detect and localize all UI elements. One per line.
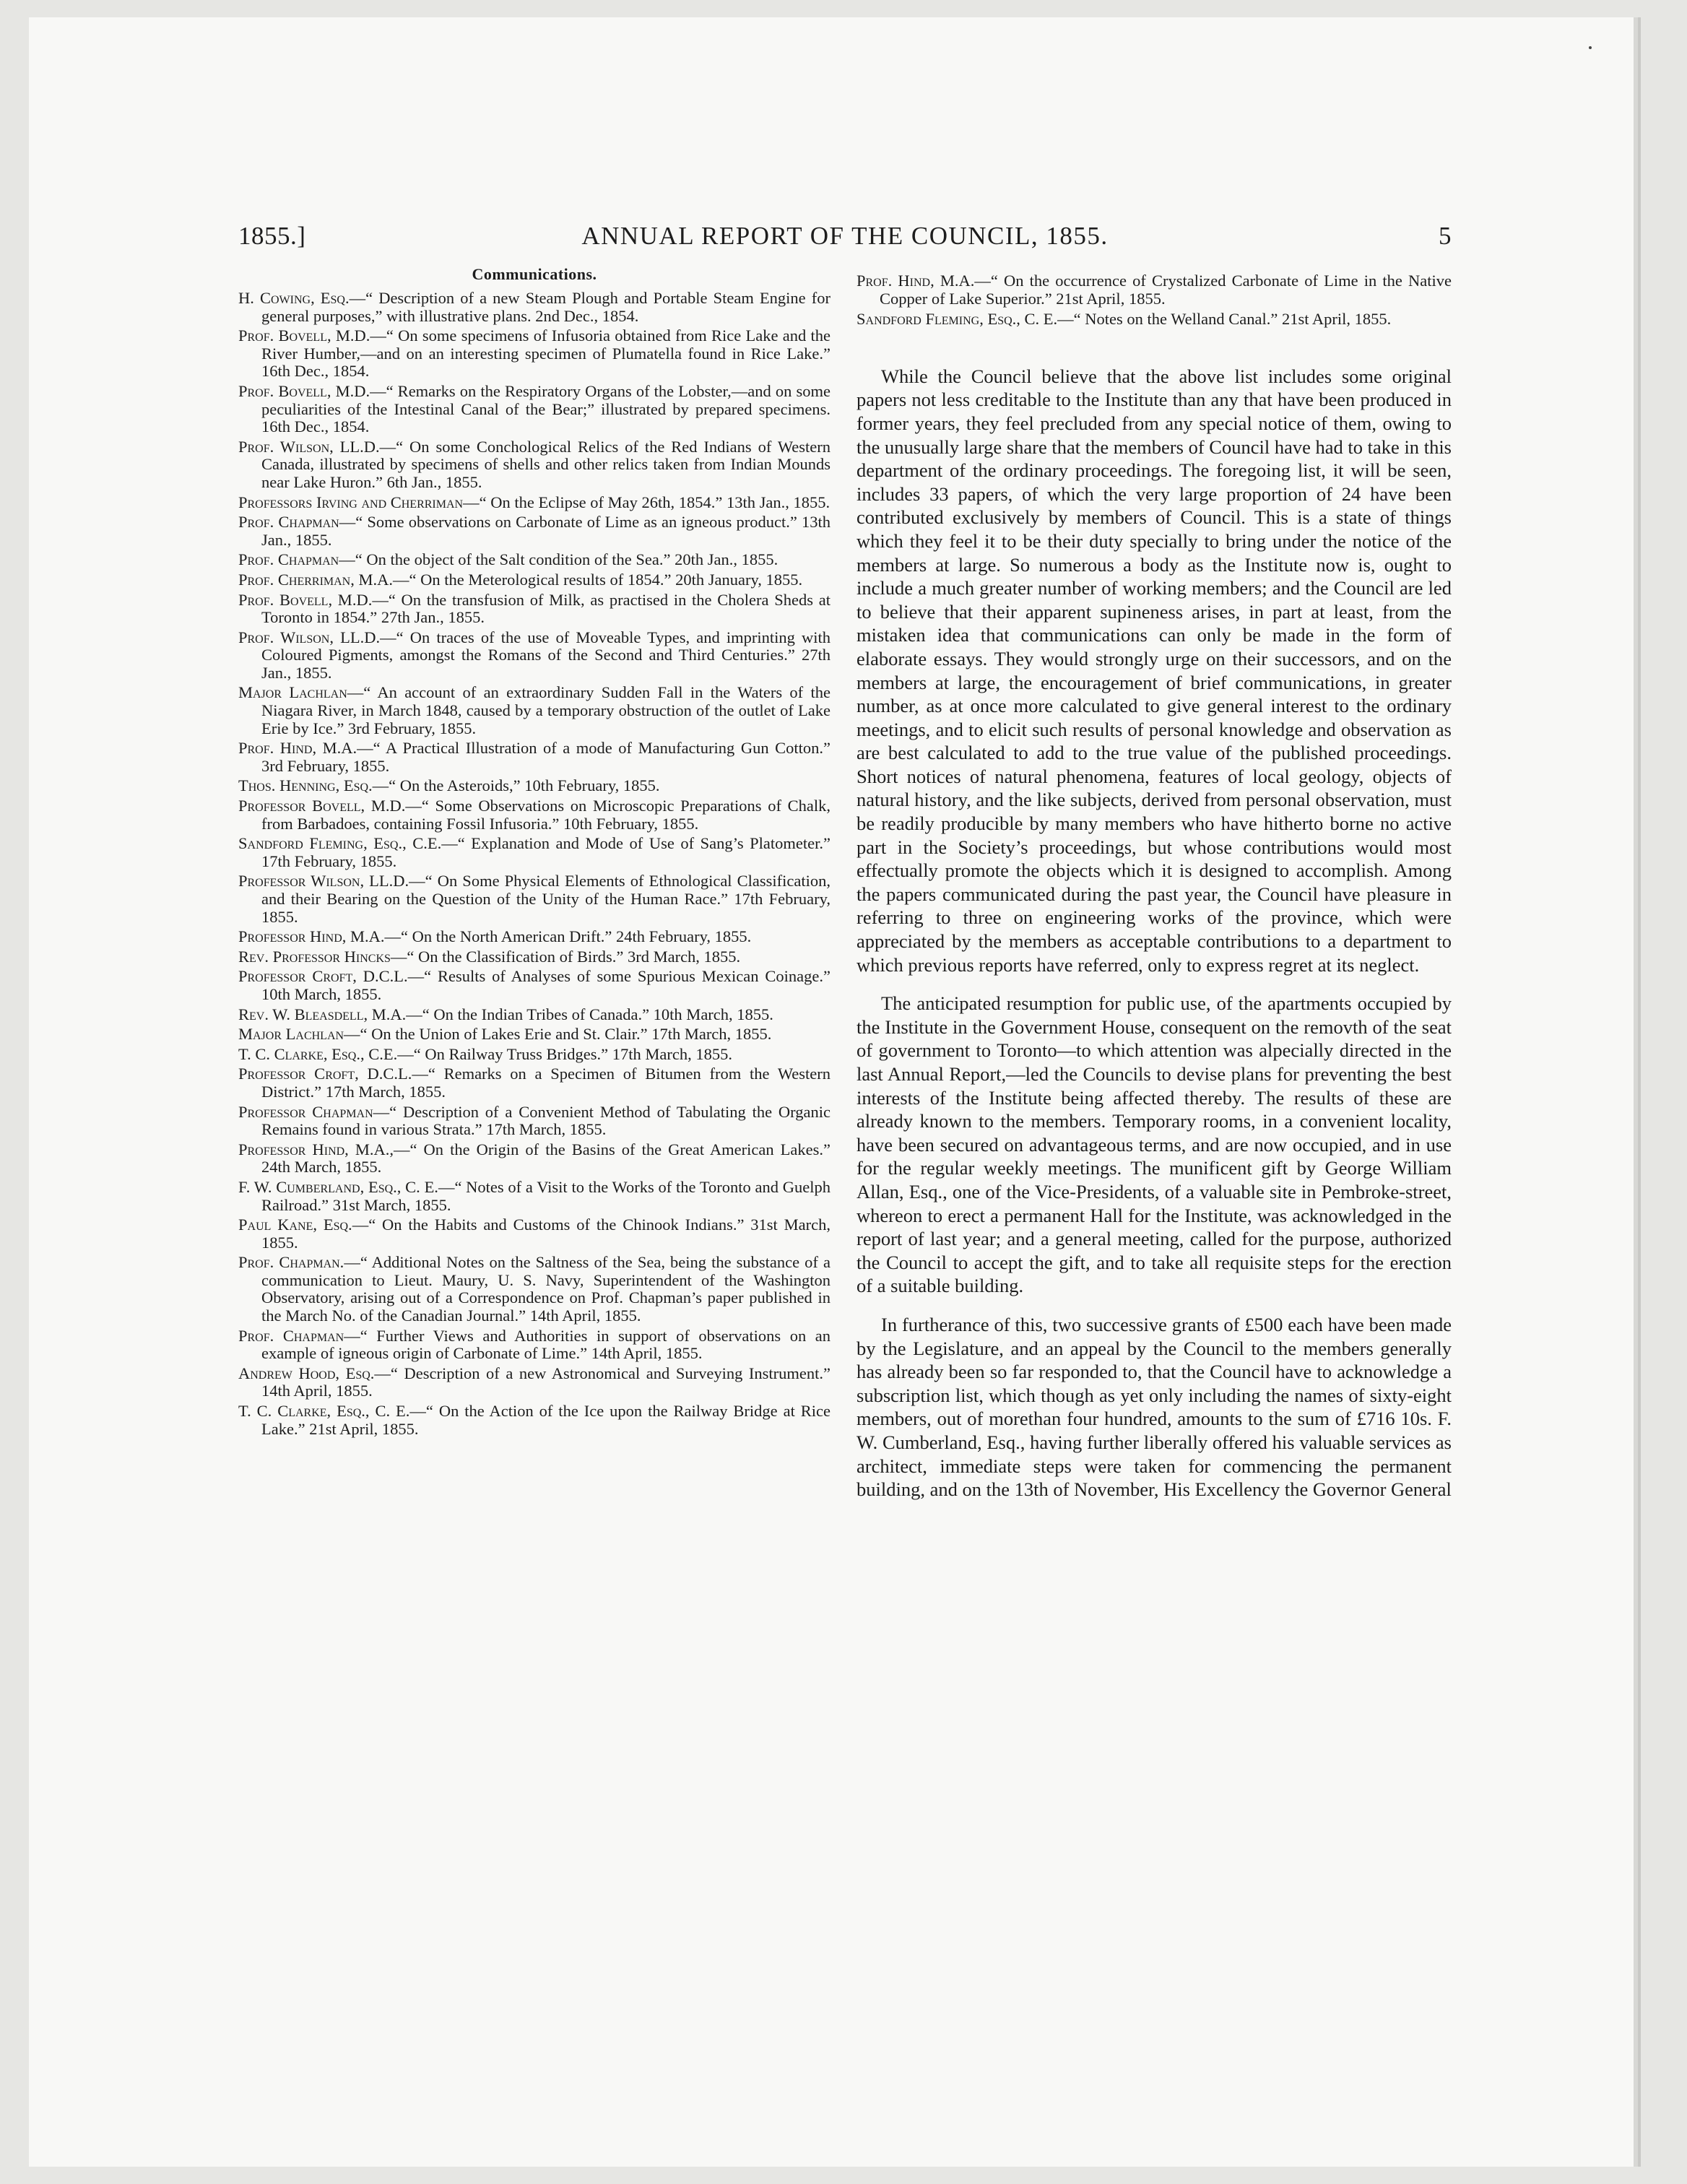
entry-author: Prof. Wilson, LL.D.	[238, 628, 381, 646]
entry-title: —“ On the Meterological results of 1854.” 20th January, 1855.	[393, 570, 803, 589]
entry-title: —“ On traces of the use of Moveable Types, and imprinting with Coloured Pigments, amongst the Romans of the Second and Third Centuries.” 27th Jan., 1855.	[261, 628, 831, 682]
entry-author: Thos. Henning, Esq.	[238, 776, 373, 795]
entry-title: —“ On Some Physical Elements of Ethnological Classification, and their Bearing on the Question of the Unity of the Human Race.” 17th February, 1855.	[261, 872, 831, 926]
communication-entry	[238, 327, 831, 381]
entry-title: —“ Description of a new Steam Plough and Portable Steam Engine for general purposes,” with illustrative plans. 2nd Dec., 1854.	[261, 289, 831, 325]
communication-entry	[238, 1216, 831, 1252]
entry-title: —“ On the Habits and Customs of the Chinook Indians.” 31st March, 1855.	[261, 1216, 831, 1252]
entry-author: Professor Croft, D.C.L.	[238, 1065, 412, 1083]
communication-entry	[238, 928, 831, 946]
left-column	[238, 265, 831, 1440]
communication-entry	[238, 1179, 831, 1214]
communication-entry	[238, 1046, 831, 1064]
entry-author: Paul Kane, Esq.	[238, 1216, 352, 1234]
entry-title: —“ On the transfusion of Milk, as practised in the Cholera Sheds at Toronto in 1854.” 27th Jan., 1855.	[261, 590, 831, 627]
communication-entry	[238, 777, 831, 795]
communication-entry	[238, 1254, 831, 1325]
entry-author: Prof. Chapman.	[238, 1253, 344, 1272]
communication-entry	[238, 1365, 831, 1400]
report-body	[856, 365, 1452, 1502]
communication-entry	[238, 797, 831, 833]
section-title: Communications.	[472, 265, 597, 283]
communication-entry	[238, 740, 831, 775]
entry-author: Professor Wilson, LL.D.	[238, 872, 409, 890]
entry-title: —“ Further Views and Authorities in support of observations on an example of igneous origin of Carbonate of Lime.” 14th April, 1855.	[261, 1326, 831, 1363]
entry-author: Prof. Bovell, M.D.	[238, 590, 373, 609]
entry-title: —“ On the Union of Lakes Erie and St. Clair.” 17th March, 1855.	[344, 1025, 772, 1044]
entry-author: Prof. Bovell, M.D.	[238, 326, 370, 345]
communication-entry	[238, 684, 831, 737]
entry-title: —“ On Railway Truss Bridges.” 17th March, 1855.	[397, 1044, 732, 1063]
communication-entry	[238, 514, 831, 549]
communication-entry	[238, 1026, 831, 1044]
entry-title: —“ Additional Notes on the Saltness of the Sea, being the substance of a communication to Lieut. Maury, U. S. Navy, Superintendent of the Washington Observatory, arising out of a Correspondence on Prof. Chapman’s paper published in the March No. of the Canadian Journal.” 14th April, 1855.	[261, 1253, 831, 1325]
body-paragraph: While the Council believe that the above list includes some original papers not less creditable to the Institute than any that have been produced in former years, they feel precluded from any special notice of them, owing to the unusually large share that the members of Council have had to take in this department of the ordinary proceedings. The foregoing list, it will be seen, includes 33 papers, of which the very large proportion of 24 have been contributed exclusively by members of Council. This is a state of things which they feel it to be their duty specially to bring under the notice of the members at large. So numerous a body as the Institute now is, ought to include a much greater number of working members; and the Council are led to believe that their apparent supineness arises, in part at least, from the mistaken idea that communications can only be made in the form of elaborate essays. They would strongly urge on their successors, and on the members at large, the encouragement of brief communications, in greater number, as at once more calculated to give general interest to the ordinary meetings, and to elicit such results of personal knowledge and observation as are best calculated to add to the true value of the published proceedings. Short notices of natural phenomena, features of local geology, objects of natural history, and the like subjects, derived from personal observation, must be readily producible by many members who have hitherto borne no active part in the Society’s proceedings, but whose contributions would most effectually promote the objects which it is designed to accomplish. Among the papers communicated during the past year, the Council have pleasure in referring to three on engineering works of the province, which were appreciated by the members as acceptable contributions to a department to which previous reports have referred, only to express regret at its neglect.	[856, 365, 1452, 976]
entry-author: Sandford Fleming, Esq., C. E.	[856, 310, 1058, 329]
entry-author: H. Cowing, Esq.	[238, 289, 350, 307]
body-paragraph: In furtherance of this, two successive grants of £500 each have been made by the Legislature, and an appeal by the Council to the members generally has already been so far responded to, that the Council have to acknowledge a subscription list, which though as yet only including the names of sixty-eight members, out of morethan four hundred, amounts to the sum of £716 10s. F. W. Cumberland, Esq., having further liberally offered his valuable services as architect, immediate steps were taken for commencing the permanent building, and on the 13th of November, His Excellency the Governor General	[856, 1313, 1452, 1501]
communication-entry	[238, 1327, 831, 1363]
entry-author: Andrew Hood, Esq.	[238, 1364, 375, 1382]
entry-title: —“ On the Origin of the Basins of the Great American Lakes.” 24th March, 1855.	[261, 1140, 831, 1176]
communication-entry	[238, 551, 831, 569]
communication-entry	[238, 1403, 831, 1438]
communication-entry	[238, 383, 831, 436]
entry-title: —“ Notes on the Welland Canal.” 21st April, 1855.	[1057, 310, 1392, 329]
communication-entry	[238, 968, 831, 1003]
communication-entry	[238, 1141, 831, 1176]
entry-author: Major Lachlan	[238, 1025, 344, 1044]
communication-entry	[238, 438, 831, 492]
communications-list	[238, 290, 831, 1438]
entry-author: Professor Bovell, M.D.	[238, 797, 406, 815]
communications-list-continued	[856, 272, 1452, 329]
entry-title: —“ Notes of a Visit to the Works of the Toronto and Guelph Railroad.” 31st March, 1855.	[261, 1177, 831, 1214]
entry-author: Prof. Bovell, M.D.	[238, 381, 370, 400]
entry-author: Professor Hind, M.A.,	[238, 1140, 394, 1158]
body-paragraph: The anticipated resumption for public use, of the apartments occupied by the Institute in the Government House, consequent on the removth of the seat of government to Toronto—to which attention was alpecially directed in the last Annual Report,—led the Councils to devise plans for preventing the best interests of the Institute being affected thereby. The results of these are already known to the members. Temporary rooms, in a convenient locality, have been secured on advantageous terms, and are now occupied, and in use for the regular weekly meetings. The munificent gift by George William Allan, Esq., one of the Vice-Presidents, of a valuable site in Pembroke-street, whereon to erect a permanent Hall for the Institute, was acknowledged in the report of last year; and a general meeting, called for the purpose, authorized the Council to accept the gift, and to take all requisite steps for the erection of a suitable building.	[856, 992, 1452, 1297]
entry-title: —“ Description of a new Astronomical and Surveying Instrument.” 14th April, 1855.	[261, 1364, 831, 1400]
communication-entry	[238, 835, 831, 870]
entry-author: Prof. Hind, M.A.	[238, 739, 357, 758]
communication-entry	[238, 592, 831, 627]
entry-title: —“ Description of a Convenient Method of Tabulating the Organic Remains found in various Strata.” 17th March, 1855.	[261, 1102, 831, 1139]
column-gap	[856, 332, 1452, 365]
entry-author: T. C. Clarke, Esq., C.E.	[238, 1044, 398, 1063]
communication-entry	[238, 1065, 831, 1101]
entry-author: Prof. Cherriman, M.A.	[238, 570, 393, 589]
entry-title: —“ Remarks on the Respiratory Organs of the Lobster,—and on some peculiarities of the Intestinal Canal of the Bear;” illustrated by prepared specimens. 16th Dec., 1854.	[261, 381, 831, 436]
communication-entry	[238, 948, 831, 966]
entry-author: Prof. Chapman	[238, 513, 339, 532]
entry-author: Sandford Fleming, Esq., C.E.	[238, 834, 442, 853]
entry-author: Professor Hind, M.A.	[238, 927, 385, 946]
entry-title: —“ Explanation and Mode of Use of Sang’s Platometer.” 17th February, 1855.	[261, 834, 831, 870]
entry-title: —“ On the North American Drift.” 24th February, 1855.	[384, 927, 752, 946]
communication-entry	[238, 872, 831, 926]
entry-author: Prof. Chapman	[238, 550, 339, 569]
entry-title: —“ On the Indian Tribes of Canada.” 10th March, 1855.	[406, 1005, 773, 1023]
communication-entry	[238, 571, 831, 589]
header-year: 1855.]	[238, 222, 306, 250]
entry-title: —“ On the Asteroids,” 10th February, 1855.	[372, 776, 660, 795]
entry-title: —“ On the Eclipse of May 26th, 1854.” 13th Jan., 1855.	[463, 493, 831, 511]
communication-entry	[856, 272, 1452, 308]
entry-author: F. W. Cumberland, Esq., C. E.	[238, 1177, 438, 1196]
entry-title: —“ Some observations on Carbonate of Lime as an igneous product.” 13th Jan., 1855.	[261, 513, 831, 549]
entry-author: Professors Irving and Cherriman	[238, 493, 464, 511]
entry-author: Prof. Chapman	[238, 1326, 344, 1345]
communication-entry	[238, 1104, 831, 1139]
entry-author: Professor Chapman	[238, 1102, 373, 1121]
entry-title: —“ On the Action of the Ice upon the Railway Bridge at Rice Lake.” 21st April, 1855.	[261, 1402, 831, 1438]
entry-author: Rev. Professor Hincks	[238, 947, 391, 966]
communication-entry	[238, 494, 831, 512]
page-sheet	[29, 17, 1634, 2167]
entry-title: —“ On some specimens of Infusoria obtained from Rice Lake and the River Humber,—and on an interesting specimen of Plumatella found in Rice Lake.” 16th Dec., 1854.	[261, 326, 831, 381]
header-title: ANNUAL REPORT OF THE COUNCIL, 1855.	[581, 222, 1109, 250]
communication-entry	[238, 290, 831, 325]
running-header	[238, 222, 1452, 254]
entry-title: —“ A Practical Illustration of a mode of Manufacturing Gun Cotton.” 3rd February, 1855.	[261, 739, 831, 775]
page-speck	[1589, 46, 1592, 49]
entry-author: Prof. Hind, M.A.	[856, 272, 975, 290]
entry-title: —“ An account of an extraordinary Sudden Fall in the Waters of the Niagara River, in March 1848, caused by a temporary obstruction of the outlet of Lake Erie by Ice.” 3rd February, 1855.	[261, 683, 831, 737]
entry-title: —“ Remarks on a Specimen of Bitumen from the Western District.” 17th March, 1855.	[261, 1065, 831, 1101]
entry-author: Professor Croft, D.C.L.	[238, 967, 408, 986]
entry-title: —“ On the Classification of Birds.” 3rd March, 1855.	[390, 947, 741, 966]
right-column	[856, 272, 1452, 1517]
entry-title: —“ Some Observations on Microscopic Preparations of Chalk, from Barbadoes, containing Fossil Infusoria.” 10th February, 1855.	[261, 797, 831, 833]
entry-title: —“ On the occurrence of Crystalized Carbonate of Lime in the Native Copper of Lake Superior.” 21st April, 1855.	[880, 272, 1452, 308]
communication-entry	[238, 1006, 831, 1024]
page-number: 5	[1439, 222, 1452, 250]
entry-author: T. C. Clarke, Esq., C. E.	[238, 1402, 410, 1421]
entry-title: —“ On some Conchological Relics of the Red Indians of Western Canada, illustrated by specimens of shells and other relics taken from Indian Mounds near Lake Huron.” 6th Jan., 1855.	[261, 437, 831, 491]
entry-title: —“ On the object of the Salt condition of the Sea.” 20th Jan., 1855.	[339, 550, 779, 569]
entry-author: Rev. W. Bleasdell, M.A.	[238, 1005, 407, 1023]
entry-title: —“ Results of Analyses of some Spurious Mexican Coinage.” 10th March, 1855.	[261, 967, 831, 1003]
entry-author: Major Lachlan	[238, 683, 347, 702]
entry-author: Prof. Wilson, LL.D.	[238, 437, 380, 456]
communication-entry	[856, 311, 1452, 329]
communication-entry	[238, 629, 831, 682]
